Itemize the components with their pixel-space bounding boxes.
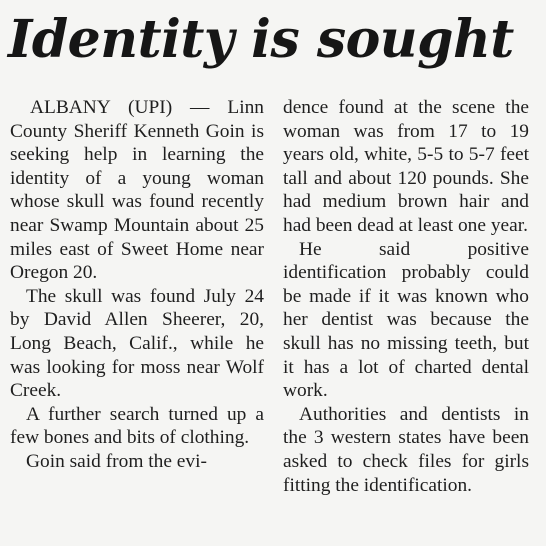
right-column bbox=[283, 96, 529, 497]
paragraph-further-search: A further search turned up a few bones and bits of clothing. bbox=[10, 403, 264, 449]
paragraph-skull-found: The skull was found July 24 by David Allen Sheerer, 20, Long Beach, Calif., while he was looking for moss near Wolf Creek. bbox=[10, 285, 264, 402]
left-column bbox=[10, 96, 264, 474]
paragraph-evidence: dence found at the scene the woman was from 17 to 19 years old, white, 5-5 to 5-7 feet tall and about 120 pounds. She had medium brown hair and had been dead at least one year. bbox=[283, 97, 529, 236]
paragraph-dateline: ALBANY (UPI) — Linn County Sheriff Kenneth Goin is seeking help in learning the identity of a young woman whose skull was found recently near Swamp Mountain about 25 miles east of Sweet Home near Oregon 20. bbox=[10, 97, 264, 284]
paragraph-goin-said: Goin said from the evi- bbox=[26, 450, 207, 472]
paragraph-identification: He said positive identification probably could be made if it was known who her dentist was because the skull has no missing teeth, but it has a lot of charted dental work. bbox=[283, 238, 529, 402]
paragraph-authorities: Authorities and dentists in the 3 western states have been asked to check files for girls fitting the identification. bbox=[283, 403, 529, 496]
headline: Identity is sought bbox=[8, 9, 514, 70]
